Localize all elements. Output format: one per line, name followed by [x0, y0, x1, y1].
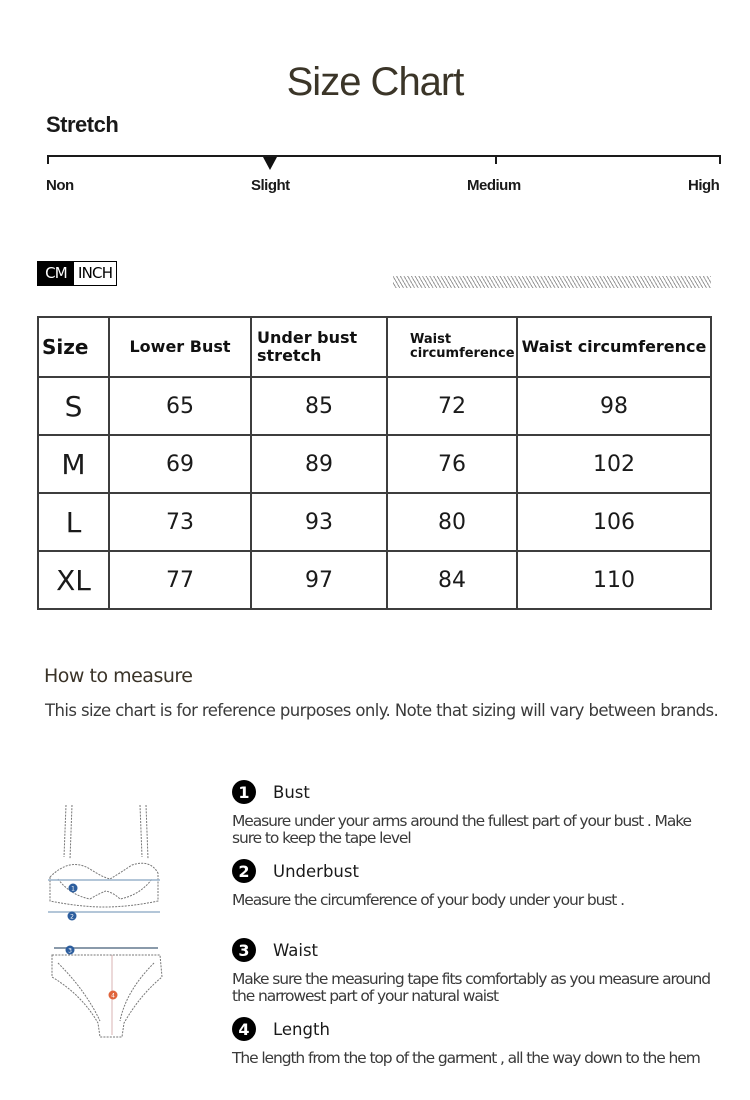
garment-diagram-icon	[40, 795, 170, 1045]
scale-label-slight: Slight	[251, 177, 290, 194]
scale-tick-non	[47, 155, 49, 164]
value-cell: 77	[109, 551, 251, 609]
how-to-measure-note: This size chart is for reference purposes only. Note that sizing will vary between brands.	[45, 701, 719, 720]
size-cell: XL	[38, 551, 109, 609]
step-name: Waist	[273, 940, 319, 960]
stretch-marker-icon	[263, 157, 277, 170]
step-number-3-icon: 3	[232, 938, 256, 962]
scale-tick-medium	[495, 155, 497, 164]
step-number-1-icon: 1	[232, 780, 256, 804]
column-header-waist-circumference: Waist circumference	[387, 317, 517, 377]
scale-label-high: High	[688, 177, 720, 194]
scale-tick-high	[719, 155, 721, 164]
step-name: Length	[273, 1019, 330, 1039]
stretch-label: Stretch	[46, 112, 119, 137]
step-number-4-icon: 4	[232, 1017, 256, 1041]
step-name: Bust	[273, 782, 310, 802]
value-cell: 65	[109, 377, 251, 435]
value-cell: 97	[251, 551, 387, 609]
table-row	[38, 377, 711, 435]
value-cell: 80	[387, 493, 517, 551]
unit-inch-button[interactable]: INCH	[74, 262, 116, 285]
measure-step-length	[232, 1016, 722, 1067]
unit-toggle	[37, 261, 117, 286]
table-row	[38, 435, 711, 493]
page-title: Size Chart	[286, 60, 464, 104]
step-description: The length from the top of the garment , all the way down to the hem	[232, 1049, 700, 1067]
step-description: Measure under your arms around the fullest part of your bust . Make sure to keep the tape level	[232, 812, 691, 847]
step-description: Measure the circumference of your body under your bust .	[232, 891, 624, 909]
step-name: Underbust	[273, 861, 359, 881]
how-to-measure-title: How to measure	[44, 665, 193, 687]
column-header-size: Size	[38, 317, 109, 377]
table-row	[38, 551, 711, 609]
decorative-hatch	[393, 276, 711, 288]
size-table	[37, 316, 712, 610]
size-cell: L	[38, 493, 109, 551]
value-cell: 85	[251, 377, 387, 435]
measure-step-underbust	[232, 858, 722, 909]
value-cell: 69	[109, 435, 251, 493]
bra-and-brief-illustration	[40, 795, 170, 1045]
step-number-2-icon: 2	[232, 859, 256, 883]
stretch-scale-line	[47, 155, 721, 157]
measure-step-bust	[232, 779, 722, 847]
size-cell: S	[38, 377, 109, 435]
column-header-under-bust-stretch: Under bust stretch	[251, 317, 387, 377]
value-cell: 102	[517, 435, 711, 493]
value-cell: 73	[109, 493, 251, 551]
unit-cm-button[interactable]: CM	[38, 262, 74, 285]
svg-text:4: 4	[111, 992, 115, 1000]
table-row	[38, 493, 711, 551]
column-header-lower-bust: Lower Bust	[109, 317, 251, 377]
table-header-row	[38, 317, 711, 377]
size-cell: M	[38, 435, 109, 493]
scale-label-medium: Medium	[467, 177, 521, 194]
value-cell: 106	[517, 493, 711, 551]
value-cell: 98	[517, 377, 711, 435]
column-header-waist-circumference-2: Waist circumference	[517, 317, 711, 377]
measure-step-waist	[232, 937, 722, 1005]
value-cell: 110	[517, 551, 711, 609]
svg-text:1: 1	[71, 885, 75, 893]
step-description: Make sure the measuring tape fits comfortably as you measure around the narrowest part of your natural waist	[232, 970, 711, 1005]
value-cell: 84	[387, 551, 517, 609]
scale-label-non: Non	[46, 177, 74, 194]
value-cell: 89	[251, 435, 387, 493]
value-cell: 93	[251, 493, 387, 551]
svg-text:3: 3	[68, 947, 72, 955]
value-cell: 76	[387, 435, 517, 493]
value-cell: 72	[387, 377, 517, 435]
svg-text:2: 2	[70, 913, 74, 921]
